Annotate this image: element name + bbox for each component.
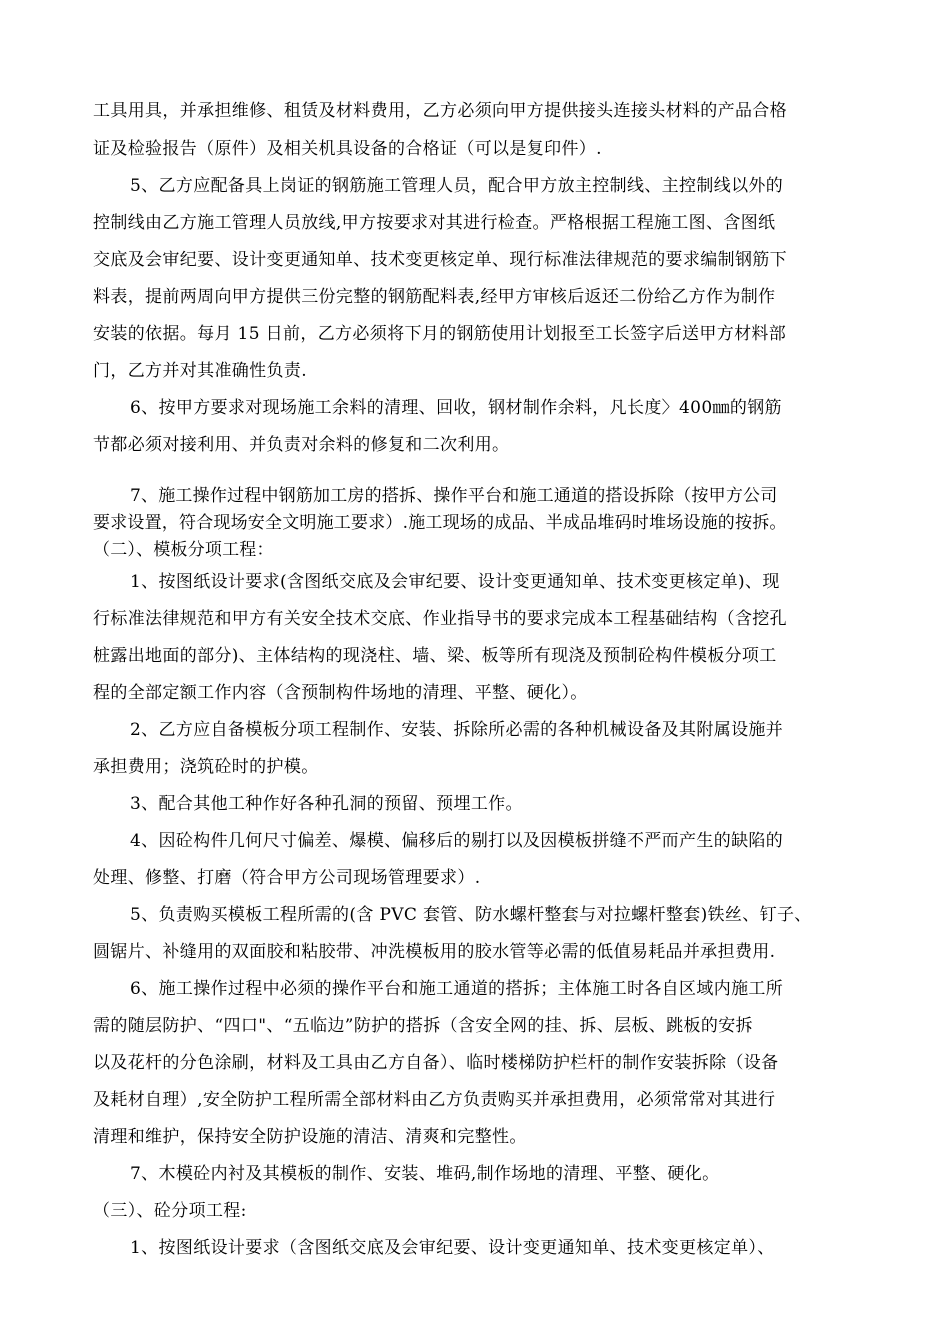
text-line: 7、木模砼内衬及其模板的制作、安装、堆码,制作场地的清理、平整、硬化。 (130, 1164, 720, 1184)
text-line: 1、按图纸设计要求(含图纸交底及会审纪要、设计变更通知单、技术变更核定单)、现 (130, 572, 780, 592)
text-line: 承担费用；浇筑砼时的护模。 (93, 757, 319, 777)
text-line: 安装的依据。每月 15 日前，乙方必须将下月的钢筋使用计划报至工长签字后送甲方材料部 (93, 324, 787, 344)
text-line: 5、乙方应配备具上岗证的钢筋施工管理人员，配合甲方放主控制线、主控制线以外的 (130, 176, 784, 196)
text-line: 控制线由乙方施工管理人员放线,甲方按要求对其进行检查。严格根据工程施工图、含图纸 (93, 213, 776, 233)
text-line: 6、按甲方要求对现场施工余料的清理、回收，钢材制作余料，凡长度〉400㎜的钢筋 (130, 398, 782, 418)
text-line: 行标准法律规范和甲方有关安全技术交底、作业指导书的要求完成本工程基础结构（含挖孔 (93, 609, 787, 629)
text-line: 节都必须对接利用、并负责对余料的修复和二次利用。 (93, 435, 510, 455)
text-line: 清理和维护，保持安全防护设施的清洁、清爽和完整性。 (93, 1127, 527, 1147)
text-line: 处理、修整、打磨（符合甲方公司现场管理要求）. (93, 868, 481, 888)
text-line: 程的全部定额工作内容（含预制构件场地的清理、平整、硬化）。 (93, 683, 588, 703)
text-line: 要求设置，符合现场安全文明施工要求）.施工现场的成品、半成品堆码时堆场设施的按拆。 (93, 513, 787, 533)
text-line: 7、施工操作过程中钢筋加工房的搭拆、操作平台和施工通道的搭设拆除（按甲方公司 (130, 486, 778, 506)
text-line: 及耗材自理）,安全防护工程所需全部材料由乙方负责购买并承担费用，必须常常对其进行 (93, 1090, 776, 1110)
text-line: 工具用具，并承担维修、租赁及材料费用，乙方必须向甲方提供接头连接头材料的产品合格 (93, 101, 787, 121)
text-line: 料表，提前两周向甲方提供三份完整的钢筋配料表,经甲方审核后返还二份给乙方作为制作 (93, 287, 776, 307)
text-line: 交底及会审纪要、设计变更通知单、技术变更核定单、现行标准法律规范的要求编制钢筋下 (93, 250, 787, 270)
text-line: 桩露出地面的部分)、主体结构的现浇柱、墙、梁、板等所有现浇及预制砼构件模板分项工 (93, 646, 777, 666)
text-line: 证及检验报告（原件）及相关机具设备的合格证（可以是复印件）. (93, 139, 602, 159)
text-line: 圆锯片、补缝用的双面胶和粘胶带、冲洗模板用的胶水管等必需的低值易耗品并承担费用. (93, 942, 776, 962)
text-line: 1、按图纸设计要求（含图纸交底及会审纪要、设计变更通知单、技术变更核定单）、 (130, 1238, 775, 1258)
section-heading: （三）、砼分项工程: (93, 1201, 247, 1221)
section-heading: （二）、模板分项工程： (93, 540, 274, 560)
text-line: 6、施工操作过程中必须的操作平台和施工通道的搭拆；主体施工时各自区域内施工所 (130, 979, 784, 999)
text-line: 4、因砼构件几何尺寸偏差、爆模、偏移后的剔打以及因模板拼缝不严而产生的缺陷的 (130, 831, 784, 851)
text-line: 以及花杆的分色涂刷，材料及工具由乙方自备）、临时楼梯防护栏杆的制作安装拆除（设备 (93, 1053, 779, 1073)
text-line: 需的随层防护、“四口"、“五临边”防护的搭拆（含安全网的挂、拆、层板、跳板的安拆 (93, 1016, 753, 1036)
text-line: 3、配合其他工种作好各种孔洞的预留、预埋工作。 (130, 794, 523, 814)
text-line: 2、乙方应自备模板分项工程制作、安装、拆除所必需的各种机械设备及其附属设施并 (130, 720, 784, 740)
text-line: 门，乙方并对其准确性负责. (93, 361, 307, 381)
text-line: 5、负责购买模板工程所需的(含 PVC 套管、防水螺杆整套与对拉螺杆整套)铁丝、钉子、 (130, 905, 812, 925)
